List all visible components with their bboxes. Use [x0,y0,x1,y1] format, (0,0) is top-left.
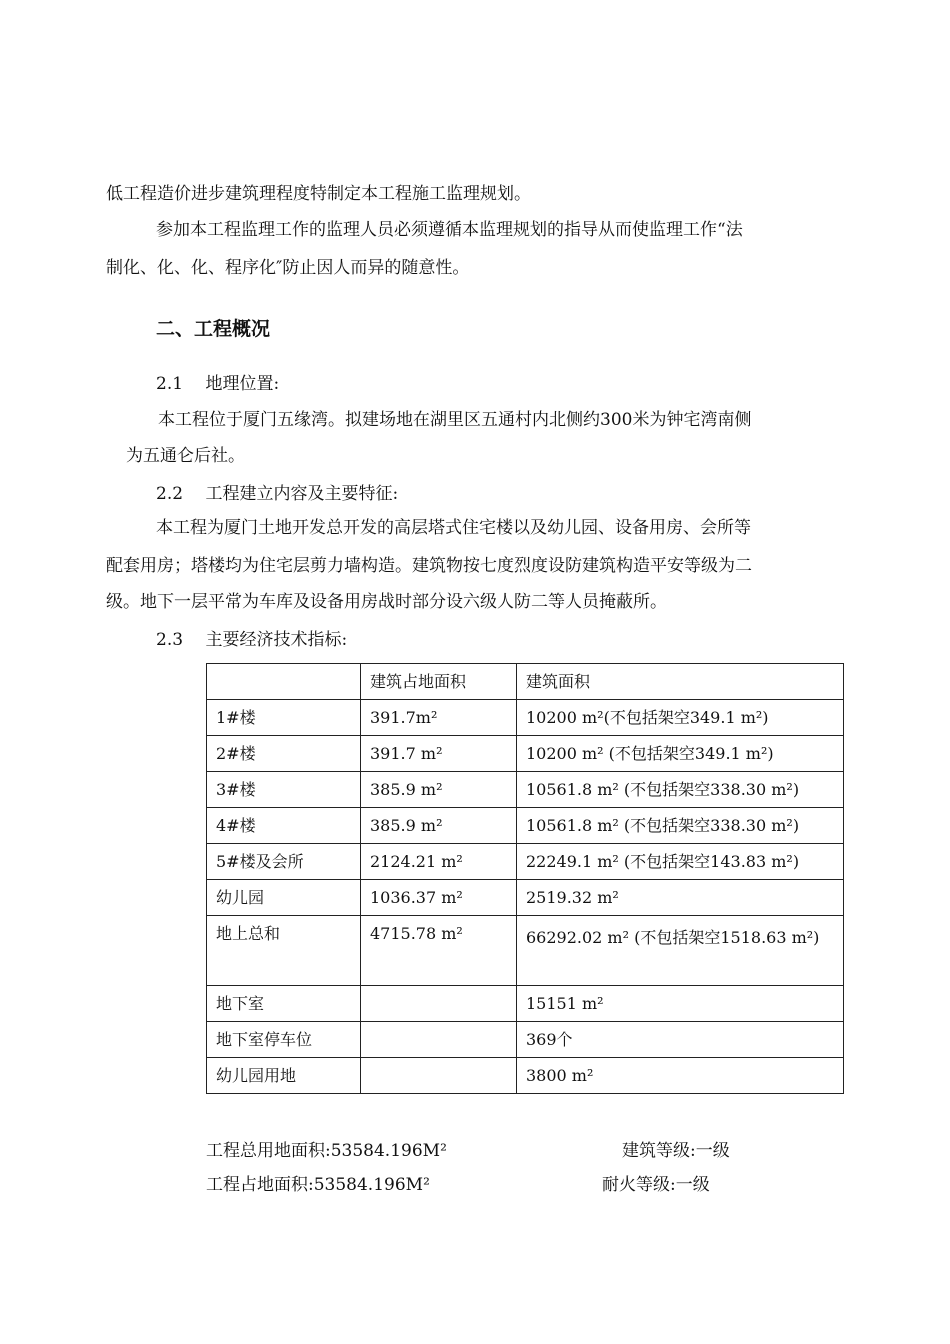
table-cell: 10200 m² (不包括架空349.1 m²) [517,736,844,772]
table-cell: 地下室停车位 [207,1022,361,1058]
table-cell: 2#楼 [207,736,361,772]
location-line-2: 为五通仑后社。 [126,446,245,466]
table-cell: 10561.8 m² (不包括架空338.30 m²) [517,772,844,808]
table-cell: 10200 m²(不包括架空349.1 m²) [517,700,844,736]
table-header-row [207,664,844,700]
occupied-land-area: 工程占地面积:53584.196M² [206,1175,430,1195]
table-cell [361,1022,517,1058]
fire-resistance-grade: 耐火等级:一级 [602,1175,710,1195]
table-cell: 3800 m² [517,1058,844,1094]
intro-line-2: 参加本工程监理工作的监理人员必须遵循本监理规划的指导从而使监理工作“法 [156,220,743,240]
table-row [207,1022,844,1058]
table-cell: 385.9 m² [361,808,517,844]
features-line-3: 级。地下一层平常为车库及设备用房战时部分设六级人防二等人员掩蔽所。 [106,592,667,612]
total-land-area: 工程总用地面积:53584.196M² [206,1141,447,1161]
table-row [207,916,844,986]
table-cell: 2519.32 m² [517,880,844,916]
table-cell: 385.9 m² [361,772,517,808]
table-row [207,1058,844,1094]
table-cell: 22249.1 m² (不包括架空143.83 m²) [517,844,844,880]
table-cell: 幼儿园用地 [207,1058,361,1094]
location-line-1: 本工程位于厦门五缘湾。拟建场地在湖里区五通村内北侧约300米为钟宅湾南侧 [158,410,752,430]
features-line-2: 配套用房；塔楼均为住宅层剪力墙构造。建筑物按七度烈度设防建筑构造平安等级为二 [106,556,752,576]
table-cell: 5#楼及会所 [207,844,361,880]
table-row [207,986,844,1022]
table-row [207,736,844,772]
table-header-cell: 建筑占地面积 [361,664,517,700]
table-cell: 1036.37 m² [361,880,517,916]
table-header-cell [207,664,361,700]
table-cell: 4#楼 [207,808,361,844]
table-cell: 369个 [517,1022,844,1058]
features-line-1: 本工程为厦门土地开发总开发的高层塔式住宅楼以及幼儿园、设备用房、会所等 [156,518,751,538]
subsection-2-2-title: 2.2 工程建立内容及主要特征: [156,484,399,504]
intro-line-1: 低工程造价进步建筑理程度特制定本工程施工监理规划。 [106,184,531,204]
table-cell: 66292.02 m² (不包括架空1518.63 m²) [517,916,844,986]
table-cell: 地上总和 [207,916,361,986]
table-header-cell: 建筑面积 [517,664,844,700]
table-cell [361,986,517,1022]
table-cell: 10561.8 m² (不包括架空338.30 m²) [517,808,844,844]
table-row [207,880,844,916]
section-heading: 二、工程概况 [156,318,271,340]
table-cell: 391.7 m² [361,736,517,772]
building-grade: 建筑等级:一级 [622,1141,730,1161]
table-cell: 地下室 [207,986,361,1022]
table-row [207,808,844,844]
table-cell: 4715.78 m² [361,916,517,986]
table-row [207,844,844,880]
table-row [207,700,844,736]
table-cell: 391.7m² [361,700,517,736]
table-row [207,772,844,808]
subsection-2-3-title: 2.3 主要经济技术指标: [156,630,348,650]
table-cell: 3#楼 [207,772,361,808]
table-cell [361,1058,517,1094]
table-cell: 幼儿园 [207,880,361,916]
subsection-2-1-title: 2.1 地理位置: [156,374,280,394]
table-cell: 15151 m² [517,986,844,1022]
table-cell: 1#楼 [207,700,361,736]
indicators-table [206,663,844,1094]
table-cell: 2124.21 m² [361,844,517,880]
intro-line-3: 制化、化、化、程序化″防止因人而异的随意性。 [106,258,470,278]
